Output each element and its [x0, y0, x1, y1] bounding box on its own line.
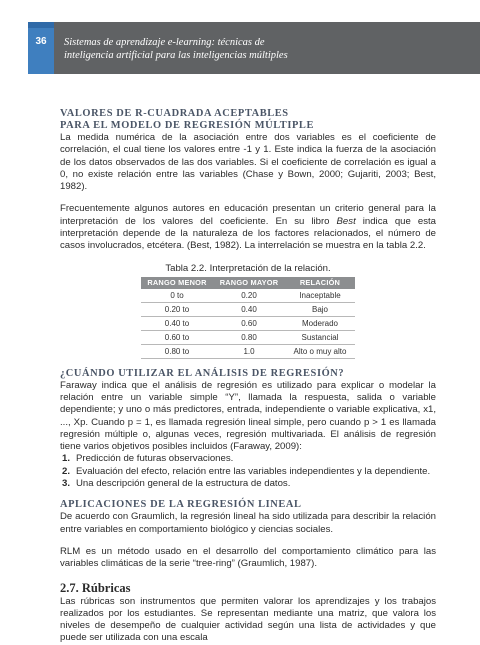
- section-heading-line-1: VALORES DE R-CUADRADA ACEPTABLES: [60, 108, 289, 119]
- list-text: Evaluación del efecto, relación entre las variables independientes y la dependiente.: [76, 465, 431, 477]
- book-title-best: Best: [336, 215, 356, 227]
- paragraph-rlm: RLM es un método usado en el desarrollo del comportamiento climático para las variables climáticas de la serie “tree-ring” (Graumlich, 1987).: [60, 545, 436, 570]
- page-number-tab: [28, 22, 54, 74]
- list-text: Una descripción general de la estructura de datos.: [76, 478, 291, 490]
- running-title-line-1: Sistemas de aprendizaje e-learning: técnicas de: [64, 37, 265, 48]
- list-number: 2.: [62, 465, 71, 477]
- paragraph-faraway: Faraway indica que el análisis de regresión es utilizado para explicar o modelar la relación entre un variable simple “Y”, llamada la respuesta, salida o variable dependiente; y uno o más predictores, entrada, independiente o variable explicativa, x1, ..., Xp. Cuando p = 1, es llamada regresión lineal simple, pero cuando p > 1 es llamada regresión múltiple o, algunas veces, regresión multivariada. El análisis de regresión tiene varios objetivos posibles incluidos (Faraway, 2009):: [60, 379, 436, 453]
- running-title-line-2: inteligencia artificial para las inteligencias múltiples: [64, 50, 288, 61]
- table-cell: 0.60 to: [141, 330, 213, 344]
- table-cell: 0.60: [213, 316, 285, 330]
- section-heading-line-2: PARA EL MODELO DE REGRESIÓN MÚLTIPLE: [60, 120, 314, 131]
- section-heading-r-squared: [60, 108, 436, 132]
- table-cell: Inaceptable: [285, 289, 355, 303]
- table-2-2: [141, 263, 355, 359]
- table-row: [141, 289, 355, 303]
- page-number-tab-top: [28, 22, 54, 28]
- column-header-upper: RANGO MAYOR: [213, 277, 285, 289]
- table-header-row: [141, 277, 355, 289]
- list-text: Predicción de futuras observaciones.: [76, 453, 234, 465]
- list-item: [60, 478, 436, 490]
- table-row: [141, 330, 355, 344]
- column-header-lower: RANGO MENOR: [141, 277, 213, 289]
- page-header: [0, 0, 480, 74]
- paragraph-correlation: La medida numérica de la asociación entre dos variables es el coeficiente de correlación, el cual tiene los valores entre -1 y 1. Este indica la fuerza de la asociación de los datos observados de las dos variables. Si el coeficiente de correlación es igual a 0, no existe relación entre las variables (Chase y Bown, 2000; Gujariti, 2003; Best, 1982).: [60, 132, 436, 193]
- table-cell: 0.80 to: [141, 344, 213, 358]
- running-title: [64, 36, 464, 62]
- table-row: [141, 316, 355, 330]
- paragraph-interpretation-part-2: indica que esta interpretación depende de la naturaleza de los factores relacionados, el número de casos involucrados, etcétera. (Best, 1982). La interrelación se muestra en la tabla 2.2.: [60, 215, 437, 252]
- table-cell: 0.40: [213, 302, 285, 316]
- table-cell: 0.20 to: [141, 302, 213, 316]
- section-heading-when-to-use: ¿CUÁNDO UTILIZAR EL ANÁLISIS DE REGRESIÓN?: [60, 367, 345, 379]
- section-heading-rubricas: 2.7. Rúbricas: [60, 580, 131, 595]
- paragraph-interpretation-part-1: Frecuentemente algunos autores en educación presentan un criterio general para la interpretación de los valores del coeficiente. En su libro: [60, 203, 436, 227]
- paragraph-interpretation: [60, 203, 436, 252]
- table-caption: Tabla 2.2. Interpretación de la relación.: [165, 262, 331, 274]
- list-item: [60, 466, 436, 478]
- table-cell: 0.80: [213, 330, 285, 344]
- page-body: [60, 108, 436, 645]
- list-number: 1.: [62, 453, 71, 465]
- table-row: [141, 302, 355, 316]
- relation-table: [141, 277, 355, 359]
- table-cell: 0.40 to: [141, 316, 213, 330]
- section-heading-applications: APLICACIONES DE LA REGRESIÓN LINEAL: [60, 499, 302, 511]
- page-number: 36: [35, 36, 47, 47]
- table-cell: Sustancial: [285, 330, 355, 344]
- table-row: [141, 344, 355, 358]
- list-item: [60, 453, 436, 465]
- paragraph-graumlich: De acuerdo con Graumlich, la regresión lineal ha sido utilizada para describir la relación entre variables en comportamiento biológico y ciencias sociales.: [60, 511, 436, 535]
- objectives-list: [60, 453, 436, 490]
- table-cell: 0.20: [213, 289, 285, 303]
- table-cell: Bajo: [285, 302, 355, 316]
- paragraph-rubricas: Las rúbricas son instrumentos que permiten valorar los aprendizajes y los trabajos realizados por los estudiantes. Se representan mediante una matriz, que valora los niveles de desempeño de cualquier actividad según una lista de actividades y que puede ser utilizada con una escala: [60, 595, 436, 644]
- table-cell: Moderado: [285, 316, 355, 330]
- table-cell: 0 to: [141, 289, 213, 303]
- table-cell: Alto o muy alto: [285, 344, 355, 358]
- list-number: 3.: [62, 478, 71, 490]
- column-header-relation: RELACIÓN: [285, 277, 355, 289]
- table-cell: 1.0: [213, 344, 285, 358]
